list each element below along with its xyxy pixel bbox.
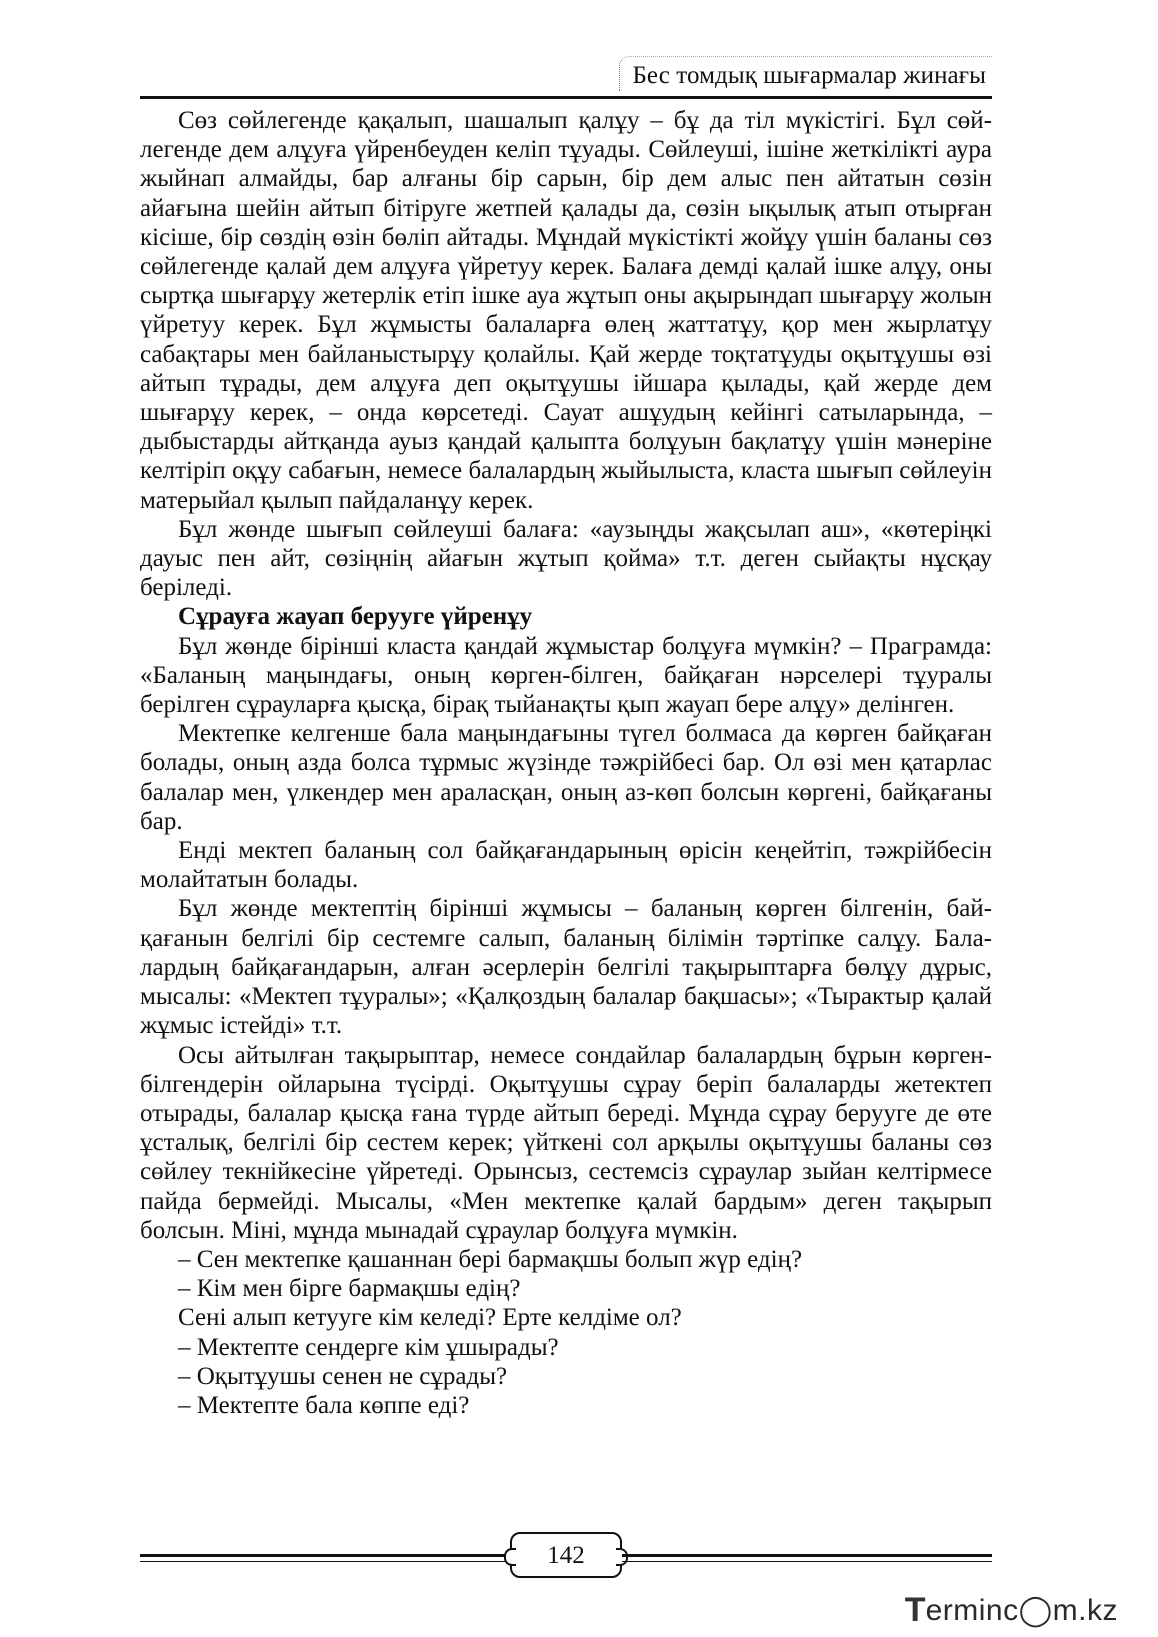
watermark-initial: T: [904, 1590, 926, 1629]
paragraph: Бұл жөнде бірінші класта қандай жұмыстар болұуға мүмкін? – Праграмда: «Баланың маңындағы, оның көрген-білген, байқаған нәрселері тұуралы берілген сұрауларға қысқа, бірақ тыйанақты қып жауап бере алұу» делінген.: [140, 632, 992, 719]
question-line: Сені алып кетууге кім келеді? Ерте келдіме ол?: [178, 1304, 682, 1332]
question-line: – Сен мектепке қашаннан бері бармақшы болып жүр едің?: [178, 1245, 803, 1273]
question-line: – Кім мен бірге бармақшы едің?: [178, 1275, 521, 1303]
page-footer: [140, 1532, 992, 1582]
paragraph: Бұл жөнде шығып сөйлеуші балаға: «аузыңды жақсылап аш», «көтеріңкі дауыс пен айт, сөзіңнің айағын жұтып қойма» т.т. деген сыйақты нұсқау беріледі.: [140, 515, 992, 602]
running-title: Бес томдық шығармалар жинағы: [619, 56, 992, 91]
running-head: [140, 52, 992, 99]
paragraph: Бұл жөнде мектептің бірінші жұмысы – баланың көрген білгенін, байқағанын белгілі бір сестемге салып, баланың білімін тәртіпке салұу. Балалардың байқағандарын, алған әсерлерін белгілі тақырыптарға бөлұу дұрыс, мысалы: «Мектеп тұуралы»; «Қалқоздың балалар бақшасы»; «Тырактыр қалай жұмыс істейді» т.т.: [140, 895, 992, 1040]
paragraph: Осы айтылған тақырыптар, немесе сондайлар балалардың бұрын көрген-білгендерін ойларына түсірді. Оқытұушы сұрау беріп балаларды жетектеп отырады, балалар қысқа ғана түрде айтып береді. Мұнда сұрау берууге де өте ұсталық, белгілі бір сестем керек; үйткені сол арқылы оқытұушы баланы сөз сөйлеу текнійкесіне үйретеді. Орынсыз, сестемсіз сұраулар зыйан келтірмесе пайда бермейді. Мысалы, «Мен мектепке қалай бардым» деген тақырып болсын. Міні, мұнда мынадай сұраулар болұуға мүмкін.: [140, 1041, 992, 1244]
footer-rule-right: [622, 1554, 992, 1562]
paragraph: Мектепке келгенше бала маңындағыны түгел болмаса да көрген байқаған болады, оның азда болса тұрмыс жүзінде тәжрійбесі бар. Ол өзі мен қатарлас балалар мен, үлкендер мен араласқан, оның аз-көп болсын көргені, байқағаны бар.: [140, 720, 992, 835]
question-line: – Мектепте бала көппе еді?: [178, 1391, 470, 1419]
site-watermark: [905, 1590, 1118, 1630]
footer-rule-left: [140, 1554, 510, 1562]
section-subheading: Сұрауға жауап берууге үйренұу: [178, 603, 533, 631]
watermark-text: erminc◯m.kz: [925, 1593, 1118, 1627]
question-line: – Мектепте сендерге кім ұшырады?: [178, 1333, 559, 1361]
paragraph: Сөз сөйлегенде қақалып, шашалып қалұу – бұ да тіл мүкістігі. Бұл сөйлегенде дем алұуға үйренбеуден келіп тұуады. Сөйлеуші, ішіне жеткілікті аура жыйнап алмайды, бар алғаны бір сарын, бір дем алыс пен айтатын сөзін айағына шейін айтып бітіруге жетпей қалады да, сөзін ықылық атып отырған кісіше, бір сөздің өзін бөліп айтады. Мұндай мүкістікті жойұу үшін баланы сөз сөйлегенде қалай дем алұуға үйретуу керек. Балаға демді қалай ішке алұу, оны сыртқа шығарұу жетерлік етіп ішке ауа жұтып оны ақырындап шығарұу жолын үйретуу керек. Бұл жұмысты балаларға өлең жаттатұу, қор мен жырлатұу сабақтары мен байланыстырұу қолайлы. Қай жерде тоқтатұуды оқытұушы өзі айтып тұрады, дем алұуға деп оқытұушы ійшара қылады, қай жерде дем шығарұу керек, – онда көрсетеді. Сауат ашұудың кейінгі сатыларында, – дыбыстарды айтқанда ауыз қандай қалыпта болұуын бақлатұу үшін мәнеріне келтіріп оқұу сабағын, немесе балалардың жыйылыста, класта шығып сөйлеуін матерыйал қылып пайдаланұу керек.: [140, 107, 992, 514]
paragraph: Енді мектеп баланың сол байқағандарының өрісін кеңейтіп, тәжрійбесін молайтатын болады.: [140, 837, 992, 894]
question-line: – Оқытұушы сенен не сұрады?: [178, 1362, 508, 1390]
page-number: 142: [510, 1532, 622, 1578]
page-body: [140, 106, 992, 1420]
